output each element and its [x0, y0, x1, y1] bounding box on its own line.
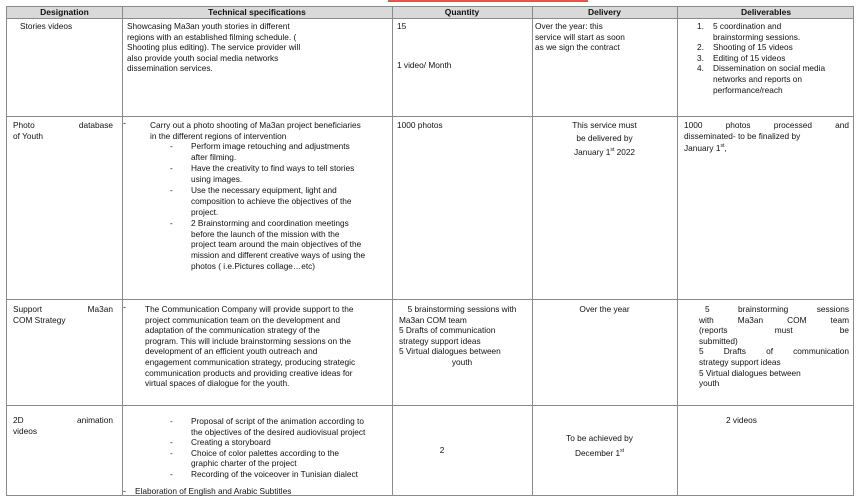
row2-technical-bullets: - Perform image retouching and adjustments after filming. - Have the creativity to find ways to tell stories using images. - Use the necessary equipment, light and composition to achieve the objectives of the project. - 2 Brainstorming and coordination meetings before the launch of the mission with the project team around the main objectives of the mission and different creative ways of using the photos ( i.e.Pictures collage…etc)	[170, 141, 366, 271]
row3-delivery: Over the year	[579, 304, 630, 314]
column-divider	[677, 7, 678, 495]
row3-dash: -	[123, 302, 126, 312]
header-designation: Designation	[40, 7, 89, 17]
row1-delivery: Over the year: this service will start as soon as we sign the contract	[535, 21, 625, 53]
column-divider	[392, 7, 393, 495]
row1-deliverables-list: 1. 5 coordination and brainstorming sessions. 2. Shooting of 15 videos 3. Editing of 15 videos 4. Dissemination on social media networks and reports on performance/reach	[697, 21, 826, 95]
row-divider	[7, 18, 853, 19]
header-quantity: Quantity	[444, 7, 480, 17]
row2-technical-intro: Carry out a photo shooting of Ma3an project beneficiaries in the different regions of intervention	[150, 120, 361, 141]
row-divider	[7, 405, 853, 406]
row4-quantity: 2	[439, 445, 445, 455]
header-technical: Technical specifications	[208, 7, 306, 17]
row4-technical-last: Elaboration of English and Arabic Subtitles	[135, 486, 292, 496]
row3-deliverables: 5 brainstorming sessions with Ma3an COM team (reports must be submitted) 5 Drafts of communication strategy support ideas 5 Virtual dialogues between youth	[699, 304, 849, 389]
row1-designation: Stories videos	[20, 21, 73, 31]
specifications-table	[6, 6, 854, 496]
column-divider	[122, 7, 123, 495]
row2-deliverables: 1000 photos processed and disseminated- to be finalized by January 1st,	[684, 120, 849, 153]
row2-dash: -	[123, 118, 126, 128]
row4-delivery: To be achieved by December 1st	[566, 433, 633, 458]
row1-quantity-count: 15	[397, 21, 407, 31]
row3-quantity: 5 brainstorming sessions with Ma3an COM team 5 Drafts of communication strategy support ideas 5 Virtual dialogues between youth	[399, 304, 517, 367]
row2-designation: Photo database of Youth	[13, 120, 113, 141]
row4-deliverables: 2 videos	[726, 415, 757, 425]
header-delivery: Delivery	[587, 7, 622, 17]
top-accent-bar	[388, 0, 588, 2]
row4-technical-bullets: - Proposal of script of the animation according to the objectives of the desired audiovisual project - Creating a storyboard - Choice of color palettes according to the graphic charter of the project - Recording of the voiceover in Tunisian dialect	[170, 416, 366, 479]
row2-delivery: This service must be delivered by January 1st 2022	[572, 120, 637, 157]
row-divider	[7, 299, 853, 300]
row2-quantity: 1000 photos	[397, 120, 443, 130]
row4-designation: 2D animation videos	[13, 415, 113, 436]
row3-designation: Support Ma3an COM Strategy	[13, 304, 113, 325]
row1-quantity-rate: 1 video/ Month	[397, 60, 452, 70]
header-deliverables: Deliverables	[740, 7, 792, 17]
row1-technical: Showcasing Ma3an youth stories in different regions with an established filming schedule. ( Shooting plus editing). The service provider will also provide youth social media networks dissemination services.	[127, 21, 301, 74]
row-divider	[7, 116, 853, 117]
column-divider	[532, 7, 533, 495]
row3-technical: The Communication Company will provide support to the project communication team on the development and adaptation of the communication strategy of the program. This will include brainstorming sessions on the development of an efficient youth outreach and engagement communication strategy, producing strategic communication products and providing creative ideas for virtual spaces of dialogue for the youth.	[145, 304, 356, 389]
row4-dash: -	[123, 486, 126, 496]
